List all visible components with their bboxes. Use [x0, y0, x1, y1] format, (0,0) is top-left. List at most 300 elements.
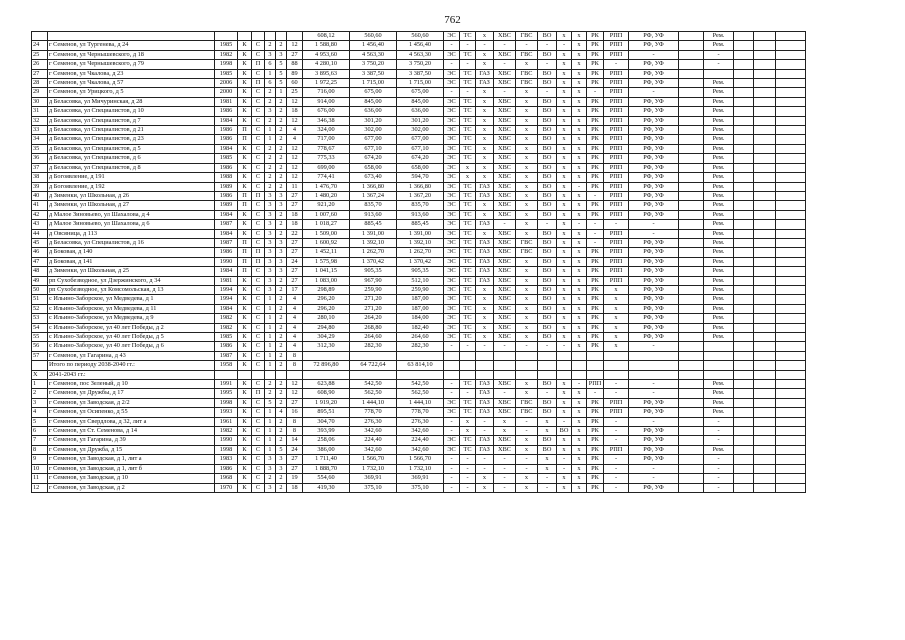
table-cell: х [516, 267, 538, 276]
table-cell: Рем. [704, 408, 734, 417]
table-cell: х [476, 210, 494, 219]
table-cell: 2 [276, 295, 287, 304]
table-cell: 18 [287, 220, 303, 229]
table-cell: РК [587, 464, 604, 473]
address-cell: г Семенов, ул Заводская, д 2/2 [48, 398, 215, 407]
table-cell: ХВС [494, 285, 516, 294]
table-cell: х [557, 88, 572, 97]
table-cell: 1 711,40 [303, 455, 350, 464]
table-cell: ТС [460, 295, 476, 304]
table-cell: П [238, 267, 252, 276]
table-cell: ХВС [494, 314, 516, 323]
table-cell: 1 566,70 [397, 455, 444, 464]
table-cell: ХВС [494, 380, 516, 389]
table-cell: х [476, 107, 494, 116]
table-cell: - [460, 464, 476, 473]
table-cell: ХВС [494, 135, 516, 144]
table-cell: х [516, 191, 538, 200]
table-cell: ТС [460, 285, 476, 294]
table-cell: 3 [265, 201, 276, 210]
table-cell: ЭС [444, 69, 460, 78]
table-cell: К [238, 210, 252, 219]
table-cell: х [516, 88, 538, 97]
table-cell: РФ, УФ [629, 323, 679, 332]
table-cell [679, 97, 704, 106]
table-cell: х [557, 474, 572, 483]
table-cell [776, 257, 806, 266]
address-cell: г Семенов, ул Чернышевского, д 18 [48, 50, 215, 59]
table-cell [734, 79, 754, 88]
table-cell: 914,00 [303, 97, 350, 106]
table-cell [776, 267, 806, 276]
table-cell: х [476, 32, 494, 41]
table-cell: 1998 [215, 60, 238, 69]
table-cell: 1 366,80 [397, 182, 444, 191]
table-cell: х [572, 285, 587, 294]
table-cell: Рем. [704, 154, 734, 163]
table-cell: ЭС [444, 191, 460, 200]
table-cell: РФ, УФ [629, 116, 679, 125]
table-cell: 3 [265, 238, 276, 247]
address-cell: д Беласовка, ул Специалистов, д 10 [48, 107, 215, 116]
table-cell: - [444, 41, 460, 50]
table-cell: 276,30 [350, 417, 397, 426]
table-cell: х [494, 427, 516, 436]
table-cell: х [572, 69, 587, 78]
table-cell: Рем. [704, 389, 734, 398]
table-cell: 2 [276, 154, 287, 163]
table-cell: ГАЗ [476, 182, 494, 191]
table-cell: ХВС [494, 79, 516, 88]
table-cell: ХВС [494, 304, 516, 313]
table-cell [572, 351, 587, 360]
table-cell [734, 380, 754, 389]
table-cell: РФ, УФ [629, 483, 679, 492]
table-cell: Рем. [704, 163, 734, 172]
table-cell: РФ, УФ [629, 191, 679, 200]
table-cell: 1 392,10 [350, 238, 397, 247]
table-cell: С [252, 107, 265, 116]
table-cell: Рем. [704, 267, 734, 276]
table-cell: ХВС [494, 126, 516, 135]
table-cell: х [572, 154, 587, 163]
table-cell [776, 474, 806, 483]
address-cell: д Богоявление, д 192 [48, 182, 215, 191]
table-cell: 1 456,40 [350, 41, 397, 50]
table-cell [776, 79, 806, 88]
table-cell: - [629, 464, 679, 473]
table-cell: ЭС [444, 201, 460, 210]
table-cell: РФ, УФ [629, 455, 679, 464]
table-cell: - [494, 464, 516, 473]
table-cell: х [604, 304, 629, 313]
table-cell [776, 436, 806, 445]
table-cell: х [516, 144, 538, 153]
table-cell: РПП [604, 32, 629, 41]
table-cell: ТС [460, 79, 476, 88]
table-cell: 1 588,80 [303, 41, 350, 50]
table-cell: 2 [265, 173, 276, 182]
table-cell: - [444, 417, 460, 426]
table-cell: РФ, УФ [629, 267, 679, 276]
table-cell [754, 210, 776, 219]
table-cell [734, 370, 754, 379]
table-cell: К [238, 380, 252, 389]
table-cell: 302,00 [397, 126, 444, 135]
table-cell: - [444, 483, 460, 492]
table-cell: 2 [265, 144, 276, 153]
table-cell [754, 60, 776, 69]
row-number-cell: 32 [32, 116, 48, 125]
table-cell: С [252, 163, 265, 172]
table-cell [679, 483, 704, 492]
table-cell: х [557, 173, 572, 182]
table-cell: 913,60 [397, 210, 444, 219]
table-cell [734, 361, 754, 370]
table-cell [734, 69, 754, 78]
table-cell: С [252, 88, 265, 97]
table-cell: х [557, 238, 572, 247]
row-number-cell: 57 [32, 351, 48, 360]
table-cell: 342,60 [397, 445, 444, 454]
table-cell: РК [587, 135, 604, 144]
address-cell: г Семенов, ул Чернышевского, д 79 [48, 60, 215, 69]
table-cell: ЭС [444, 97, 460, 106]
table-cell [679, 295, 704, 304]
table-cell [444, 351, 460, 360]
table-cell: 1 575,98 [303, 257, 350, 266]
table-cell: 12 [287, 163, 303, 172]
table-cell: ГАЗ [476, 389, 494, 398]
table-cell: - [604, 389, 629, 398]
table-cell: - [476, 455, 494, 464]
table-cell [754, 107, 776, 116]
table-cell: - [604, 60, 629, 69]
table-cell: х [460, 173, 476, 182]
table-row [32, 314, 806, 323]
table-cell [754, 229, 776, 238]
table-cell [460, 361, 476, 370]
table-cell: ЭС [444, 238, 460, 247]
table-cell: С [252, 50, 265, 59]
table-cell: ТС [460, 32, 476, 41]
table-cell: РК [587, 276, 604, 285]
table-cell [754, 483, 776, 492]
table-cell [754, 389, 776, 398]
table-cell: ГАЗ [476, 238, 494, 247]
address-cell: д Беласовка, ул Специалистов, д 21 [48, 126, 215, 135]
table-cell: 4 280,10 [303, 60, 350, 69]
table-cell: 271,20 [350, 295, 397, 304]
table-cell [572, 370, 587, 379]
table-cell: ТС [460, 69, 476, 78]
table-cell: х [494, 417, 516, 426]
table-cell [604, 351, 629, 360]
table-cell [587, 351, 604, 360]
table-cell: 224,40 [350, 436, 397, 445]
table-cell [538, 361, 557, 370]
table-cell: 658,00 [397, 163, 444, 172]
table-cell: 24 [287, 445, 303, 454]
address-cell: д Овсяница, д 113 [48, 229, 215, 238]
table-cell: х [572, 455, 587, 464]
row-number-cell: 37 [32, 163, 48, 172]
table-cell: К [238, 107, 252, 116]
table-cell: - [460, 342, 476, 351]
table-cell [679, 88, 704, 97]
table-cell [754, 361, 776, 370]
table-cell: 1994 [215, 285, 238, 294]
table-cell [538, 351, 557, 360]
table-cell: х [538, 417, 557, 426]
table-cell [679, 79, 704, 88]
table-cell: 2 [276, 41, 287, 50]
table-cell: 301,20 [397, 116, 444, 125]
table-cell: С [252, 126, 265, 135]
table-cell [776, 191, 806, 200]
table-cell: - [587, 229, 604, 238]
table-cell [734, 257, 754, 266]
table-cell: - [557, 342, 572, 351]
table-cell: 27 [287, 464, 303, 473]
table-cell [734, 464, 754, 473]
table-cell [754, 97, 776, 106]
table-cell: х [572, 323, 587, 332]
table-cell: 674,20 [350, 154, 397, 163]
table-cell [754, 257, 776, 266]
table-cell: 2 [276, 427, 287, 436]
table-cell: х [476, 116, 494, 125]
table-cell: К [238, 97, 252, 106]
table-cell [679, 417, 704, 426]
table-cell: 1981 [215, 276, 238, 285]
page-number: 762 [444, 14, 461, 26]
table-cell [265, 370, 276, 379]
table-cell: х [557, 126, 572, 135]
table-cell: 623,88 [303, 380, 350, 389]
address-cell: г Семенов, ул Заводская, д 10 [48, 474, 215, 483]
table-cell: 264,60 [350, 333, 397, 342]
table-cell: ХВС [494, 97, 516, 106]
table-cell: х [516, 295, 538, 304]
table-cell: - [538, 41, 557, 50]
table-cell: х [557, 79, 572, 88]
table-cell: 2 [276, 276, 287, 285]
table-cell: РК [587, 60, 604, 69]
table-cell: Рем. [704, 32, 734, 41]
address-cell: г Семенов, ул Гагарина, д 39 [48, 436, 215, 445]
table-cell: ВО [538, 229, 557, 238]
table-cell [238, 32, 252, 41]
table-cell: К [238, 50, 252, 59]
table-cell: РПП [604, 97, 629, 106]
table-cell: 12 [287, 41, 303, 50]
table-cell [303, 351, 350, 360]
table-cell [476, 351, 494, 360]
table-cell: Рем. [704, 445, 734, 454]
table-cell: 1 [265, 436, 276, 445]
table-cell: 1968 [215, 474, 238, 483]
table-row [32, 474, 806, 483]
table-cell [734, 474, 754, 483]
table-cell [679, 126, 704, 135]
table-cell [776, 427, 806, 436]
table-cell: РФ, УФ [629, 182, 679, 191]
table-cell: 294,80 [303, 323, 350, 332]
table-cell [397, 351, 444, 360]
row-number-cell: 44 [32, 229, 48, 238]
table-cell: Рем. [704, 79, 734, 88]
table-row [32, 154, 806, 163]
table-cell: РК [587, 474, 604, 483]
table-row [32, 41, 806, 50]
table-cell: С [252, 351, 265, 360]
table-cell: х [516, 276, 538, 285]
table-cell: 1 972,25 [303, 79, 350, 88]
table-cell: К [238, 455, 252, 464]
table-cell: ГАЗ [476, 191, 494, 200]
table-cell [754, 88, 776, 97]
table-cell: К [238, 474, 252, 483]
table-cell: 282,30 [397, 342, 444, 351]
table-cell: 677,00 [397, 135, 444, 144]
table-cell: ЭС [444, 220, 460, 229]
table-cell: х [572, 464, 587, 473]
table-cell: - [538, 220, 557, 229]
table-cell: 1 366,80 [350, 182, 397, 191]
table-cell: х [572, 116, 587, 125]
table-cell: 699,00 [303, 163, 350, 172]
table-cell: 835,70 [350, 201, 397, 210]
table-cell: 89 [287, 69, 303, 78]
table-cell: 1 262,70 [397, 248, 444, 257]
row-number-cell: 43 [32, 220, 48, 229]
table-cell: 3 [265, 191, 276, 200]
table-cell: х [572, 135, 587, 144]
table-cell: 296,20 [303, 304, 350, 313]
table-cell: - [476, 41, 494, 50]
address-cell: с Ильино-Заборское, ул 40 лет Победы, д 5 [48, 333, 215, 342]
table-cell: ГАЗ [476, 257, 494, 266]
table-cell: 11 [287, 182, 303, 191]
table-cell: 8 [287, 351, 303, 360]
table-cell: К [238, 342, 252, 351]
table-cell: 2 [276, 182, 287, 191]
table-cell [776, 417, 806, 426]
table-cell: РПП [604, 163, 629, 172]
table-cell [734, 238, 754, 247]
table-cell: 1998 [215, 445, 238, 454]
table-cell: - [572, 182, 587, 191]
table-cell [776, 107, 806, 116]
table-cell: РПП [604, 229, 629, 238]
table-cell: ВО [538, 408, 557, 417]
table-cell: П [238, 257, 252, 266]
table-cell [734, 163, 754, 172]
table-cell: 1 [265, 314, 276, 323]
address-cell: г Семенов, ул Тургенева, д 24 [48, 41, 215, 50]
table-cell: х [572, 191, 587, 200]
table-cell [704, 351, 734, 360]
row-number-cell: 27 [32, 69, 48, 78]
table-cell: - [444, 474, 460, 483]
row-number-cell: 29 [32, 88, 48, 97]
table-cell: РК [587, 79, 604, 88]
table-cell: 636,00 [350, 107, 397, 116]
table-cell: - [460, 483, 476, 492]
table-cell: 2 [265, 116, 276, 125]
table-cell: х [557, 191, 572, 200]
table-cell: ЭС [444, 116, 460, 125]
row-number-cell: 56 [32, 342, 48, 351]
table-cell: 298,89 [303, 285, 350, 294]
table-cell: ТС [460, 248, 476, 257]
table-cell [679, 69, 704, 78]
table-cell: П [238, 238, 252, 247]
table-cell: РПП [604, 126, 629, 135]
table-cell: ВО [557, 427, 572, 436]
table-cell: Рем. [704, 248, 734, 257]
table-cell: 676,00 [303, 107, 350, 116]
table-cell: 716,00 [303, 88, 350, 97]
table-cell [776, 361, 806, 370]
table-cell: РК [587, 173, 604, 182]
table-cell: 674,20 [397, 154, 444, 163]
table-cell: 342,60 [350, 445, 397, 454]
table-cell: 1986 [215, 135, 238, 144]
table-cell: х [572, 126, 587, 135]
table-cell: Рем. [704, 323, 734, 332]
table-cell: х [572, 88, 587, 97]
table-cell [516, 351, 538, 360]
table-cell [679, 436, 704, 445]
row-number-cell: 7 [32, 436, 48, 445]
table-cell: - [629, 474, 679, 483]
table-cell: ТС [460, 201, 476, 210]
table-cell: - [587, 191, 604, 200]
table-cell: - [587, 389, 604, 398]
table-row [32, 88, 806, 97]
table-cell [679, 267, 704, 276]
table-cell: 885,45 [397, 220, 444, 229]
table-cell [734, 97, 754, 106]
table-cell: С [252, 267, 265, 276]
table-cell: - [460, 389, 476, 398]
table-cell: - [494, 220, 516, 229]
table-cell: С [252, 285, 265, 294]
table-cell: С [252, 304, 265, 313]
table-cell [776, 32, 806, 41]
table-cell [679, 474, 704, 483]
table-cell: РК [587, 210, 604, 219]
table-cell: РПП [604, 116, 629, 125]
table-cell: 302,00 [350, 126, 397, 135]
table-cell: х [557, 50, 572, 59]
table-cell: 27 [287, 455, 303, 464]
table-cell: РК [587, 417, 604, 426]
table-cell: - [444, 455, 460, 464]
table-cell [734, 229, 754, 238]
row-number-cell: 46 [32, 248, 48, 257]
table-cell: РПП [604, 154, 629, 163]
table-cell: П [252, 60, 265, 69]
table-cell: 4 [287, 323, 303, 332]
table-cell: 1 083,00 [303, 276, 350, 285]
table-cell: ЭС [444, 126, 460, 135]
table-cell: 12 [287, 154, 303, 163]
table-cell: 1 452,11 [303, 248, 350, 257]
table-cell [679, 248, 704, 257]
